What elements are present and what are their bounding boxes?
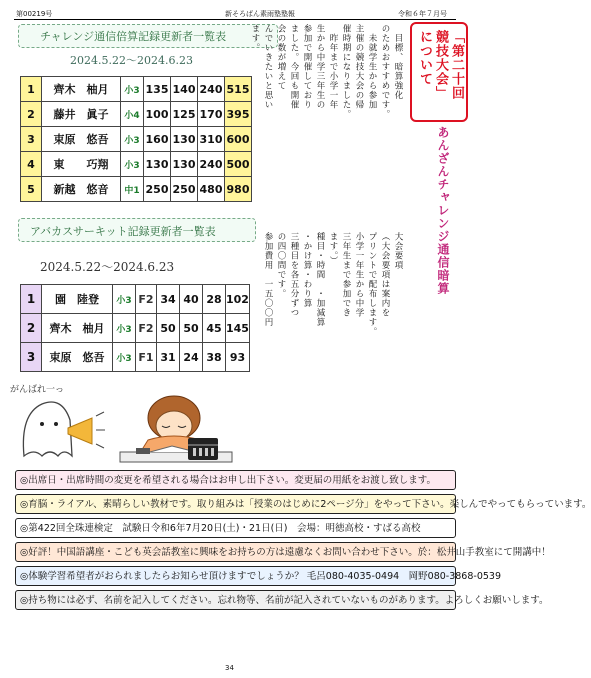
score-cell: 24 <box>180 343 203 372</box>
abacus-title: アバカスサーキット記録更新者一覧表 <box>30 225 216 238</box>
score-cell: 600 <box>225 127 252 152</box>
challenge-row <box>21 127 252 152</box>
article-line: 小学一年生から中学 <box>354 232 364 318</box>
grade: 小4 <box>121 102 144 127</box>
student-name: 新越 悠音 <box>42 177 121 202</box>
score-cell: 93 <box>226 343 250 372</box>
grade: 小3 <box>113 314 136 343</box>
score-cell: 240 <box>198 77 225 102</box>
score-cell: 515 <box>225 77 252 102</box>
article-subtitle: あんざんチャレンジ通信暗算 <box>436 126 450 295</box>
challenge-title: チャレンジ通信倍算記録更新者一覧表 <box>40 30 227 43</box>
article-line: ます。） <box>328 232 338 266</box>
abacus-row <box>21 314 250 343</box>
score-cell: 50 <box>180 314 203 343</box>
score-cell: 250 <box>144 177 171 202</box>
challenge-row <box>21 152 252 177</box>
score-cell: 500 <box>225 152 252 177</box>
article-headline: 「第二十回 競技大会」 について <box>417 30 464 100</box>
score-cell: 480 <box>198 177 225 202</box>
article-line: んでいきたいと思い <box>263 24 273 110</box>
score-cell: 160 <box>144 127 171 152</box>
level: F2 <box>136 314 157 343</box>
notice-item: ◎第422回全珠連検定 試験日令和6年7月20日(土)・21日(日) 会場：明徳高校・すばる高校 <box>15 518 456 538</box>
score-cell: 31 <box>157 343 180 372</box>
article-line: 昨年まで小学一年 <box>328 24 338 110</box>
challenge-row <box>21 102 252 127</box>
student-name: 齊木 柚月 <box>42 314 113 343</box>
score-cell: 140 <box>171 77 198 102</box>
article-line: 三年生まで参加でき <box>341 232 351 318</box>
row-number: 4 <box>21 152 42 177</box>
article-line: 参加で開催しており <box>302 24 312 110</box>
article-line: 参加費用 一五〇〇円 <box>263 232 273 327</box>
score-cell: 130 <box>171 152 198 177</box>
row-number: 3 <box>21 343 42 372</box>
abacus-table <box>20 284 250 372</box>
score-cell: 38 <box>203 343 226 372</box>
score-cell: 145 <box>226 314 250 343</box>
notice-item: ◎出席日・出席時間の変更を希望される場合はお申し出下さい。変更届の用紙をお渡し致します。 <box>15 470 456 490</box>
article-line: プリントで配布します。 <box>367 232 377 337</box>
article-line: （大会要項は案内を <box>380 232 390 318</box>
score-cell: 100 <box>144 102 171 127</box>
row-number: 2 <box>21 314 42 343</box>
abacus-illustration <box>186 436 220 462</box>
article-line: 大会要項 <box>393 232 403 270</box>
article-line: ます。 <box>250 24 260 53</box>
student-name: 藤井 眞子 <box>42 102 121 127</box>
student-name: 束原 悠吾 <box>42 343 113 372</box>
score-cell: 102 <box>226 285 250 314</box>
challenge-table <box>20 76 252 202</box>
article-line: ・かけ算・わり算 <box>302 232 312 308</box>
notice-item: ◎好評！中国語講座・こども英会話教室に興味をお持ちの方は遠慮なくお問い合わせ下さい。於：松井山手教室にて開講中！ <box>15 542 456 562</box>
grade: 小3 <box>121 127 144 152</box>
score-cell: 250 <box>171 177 198 202</box>
score-cell: 310 <box>198 127 225 152</box>
article-line: 会の数が増えて <box>276 24 286 91</box>
score-cell: 130 <box>144 152 171 177</box>
issue-number: 第00219号 <box>16 10 53 18</box>
score-cell: 240 <box>198 152 225 177</box>
notice-item: ◎持ち物には必ず、名前を記入してください。忘れ物等、名前が記入されていないものがあります。よろしくお願いします。 <box>15 590 456 610</box>
header-rule <box>14 19 456 20</box>
level: F2 <box>136 285 157 314</box>
notice-item: ◎育脳・ライアル、素晴らしい教材です。取り組みは「授業のはじめに2ページ分」をやって下さい。楽しんでやってもらっています。 <box>15 494 456 514</box>
article-line: 三種目を各五分ずつ <box>289 232 299 318</box>
article-line: の四〇問です。 <box>276 232 286 299</box>
score-cell: 980 <box>225 177 252 202</box>
score-cell: 395 <box>225 102 252 127</box>
score-cell: 50 <box>157 314 180 343</box>
article-line: 目標、暗算強化 <box>393 24 403 100</box>
row-number: 1 <box>21 285 42 314</box>
grade: 中1 <box>121 177 144 202</box>
grade: 小3 <box>121 152 144 177</box>
student-name: 園 陸登 <box>42 285 113 314</box>
student-name: 束原 悠吾 <box>42 127 121 152</box>
score-cell: 170 <box>198 102 225 127</box>
row-number: 2 <box>21 102 42 127</box>
article-line: 種目・時間 ・加減算 <box>315 232 325 327</box>
abacus-period: 2024.5.22～2024.6.23 <box>40 260 175 274</box>
page-number: 34 <box>225 664 234 672</box>
level: F1 <box>136 343 157 372</box>
row-number: 5 <box>21 177 42 202</box>
article-line: ました。今回も開催 <box>289 24 299 110</box>
studying-girl-illustration <box>110 382 240 464</box>
student-name: 齊木 柚月 <box>42 77 121 102</box>
ghost-megaphone-illustration <box>10 386 106 462</box>
score-cell: 130 <box>171 127 198 152</box>
notice-item: ◎体験学習希望者がおられましたらお知らせ頂けますでしょうか？ 毛呂080-4035-0494 岡野080-3868-0539 <box>15 566 456 586</box>
abacus-row <box>21 285 250 314</box>
challenge-row <box>21 177 252 202</box>
newsletter-title: 新そろばん素雨塾塾報 <box>225 10 295 18</box>
cheer-bubble: がんばれ一っ <box>10 385 65 395</box>
issue-date: 令和６年７月号 <box>398 10 447 18</box>
article-body <box>250 24 406 434</box>
row-number: 3 <box>21 127 42 152</box>
score-cell: 135 <box>144 77 171 102</box>
challenge-row <box>21 77 252 102</box>
article-line: のためおすすめです。 <box>380 24 390 119</box>
score-cell: 28 <box>203 285 226 314</box>
article-line: 催時期になりました。 <box>341 24 351 119</box>
score-cell: 34 <box>157 285 180 314</box>
score-cell: 40 <box>180 285 203 314</box>
student-name: 東 巧翔 <box>42 152 121 177</box>
grade: 小3 <box>113 285 136 314</box>
article-line: 生から中学三年生の <box>315 24 325 110</box>
row-number: 1 <box>21 77 42 102</box>
grade: 小3 <box>121 77 144 102</box>
article-line: 主催の競技大会の帰 <box>354 24 364 110</box>
grade: 小3 <box>113 343 136 372</box>
score-cell: 125 <box>171 102 198 127</box>
article-line: 未就学生から参加 <box>367 24 377 110</box>
abacus-row <box>21 343 250 372</box>
score-cell: 45 <box>203 314 226 343</box>
challenge-period: 2024.5.22～2024.6.23 <box>70 54 193 67</box>
